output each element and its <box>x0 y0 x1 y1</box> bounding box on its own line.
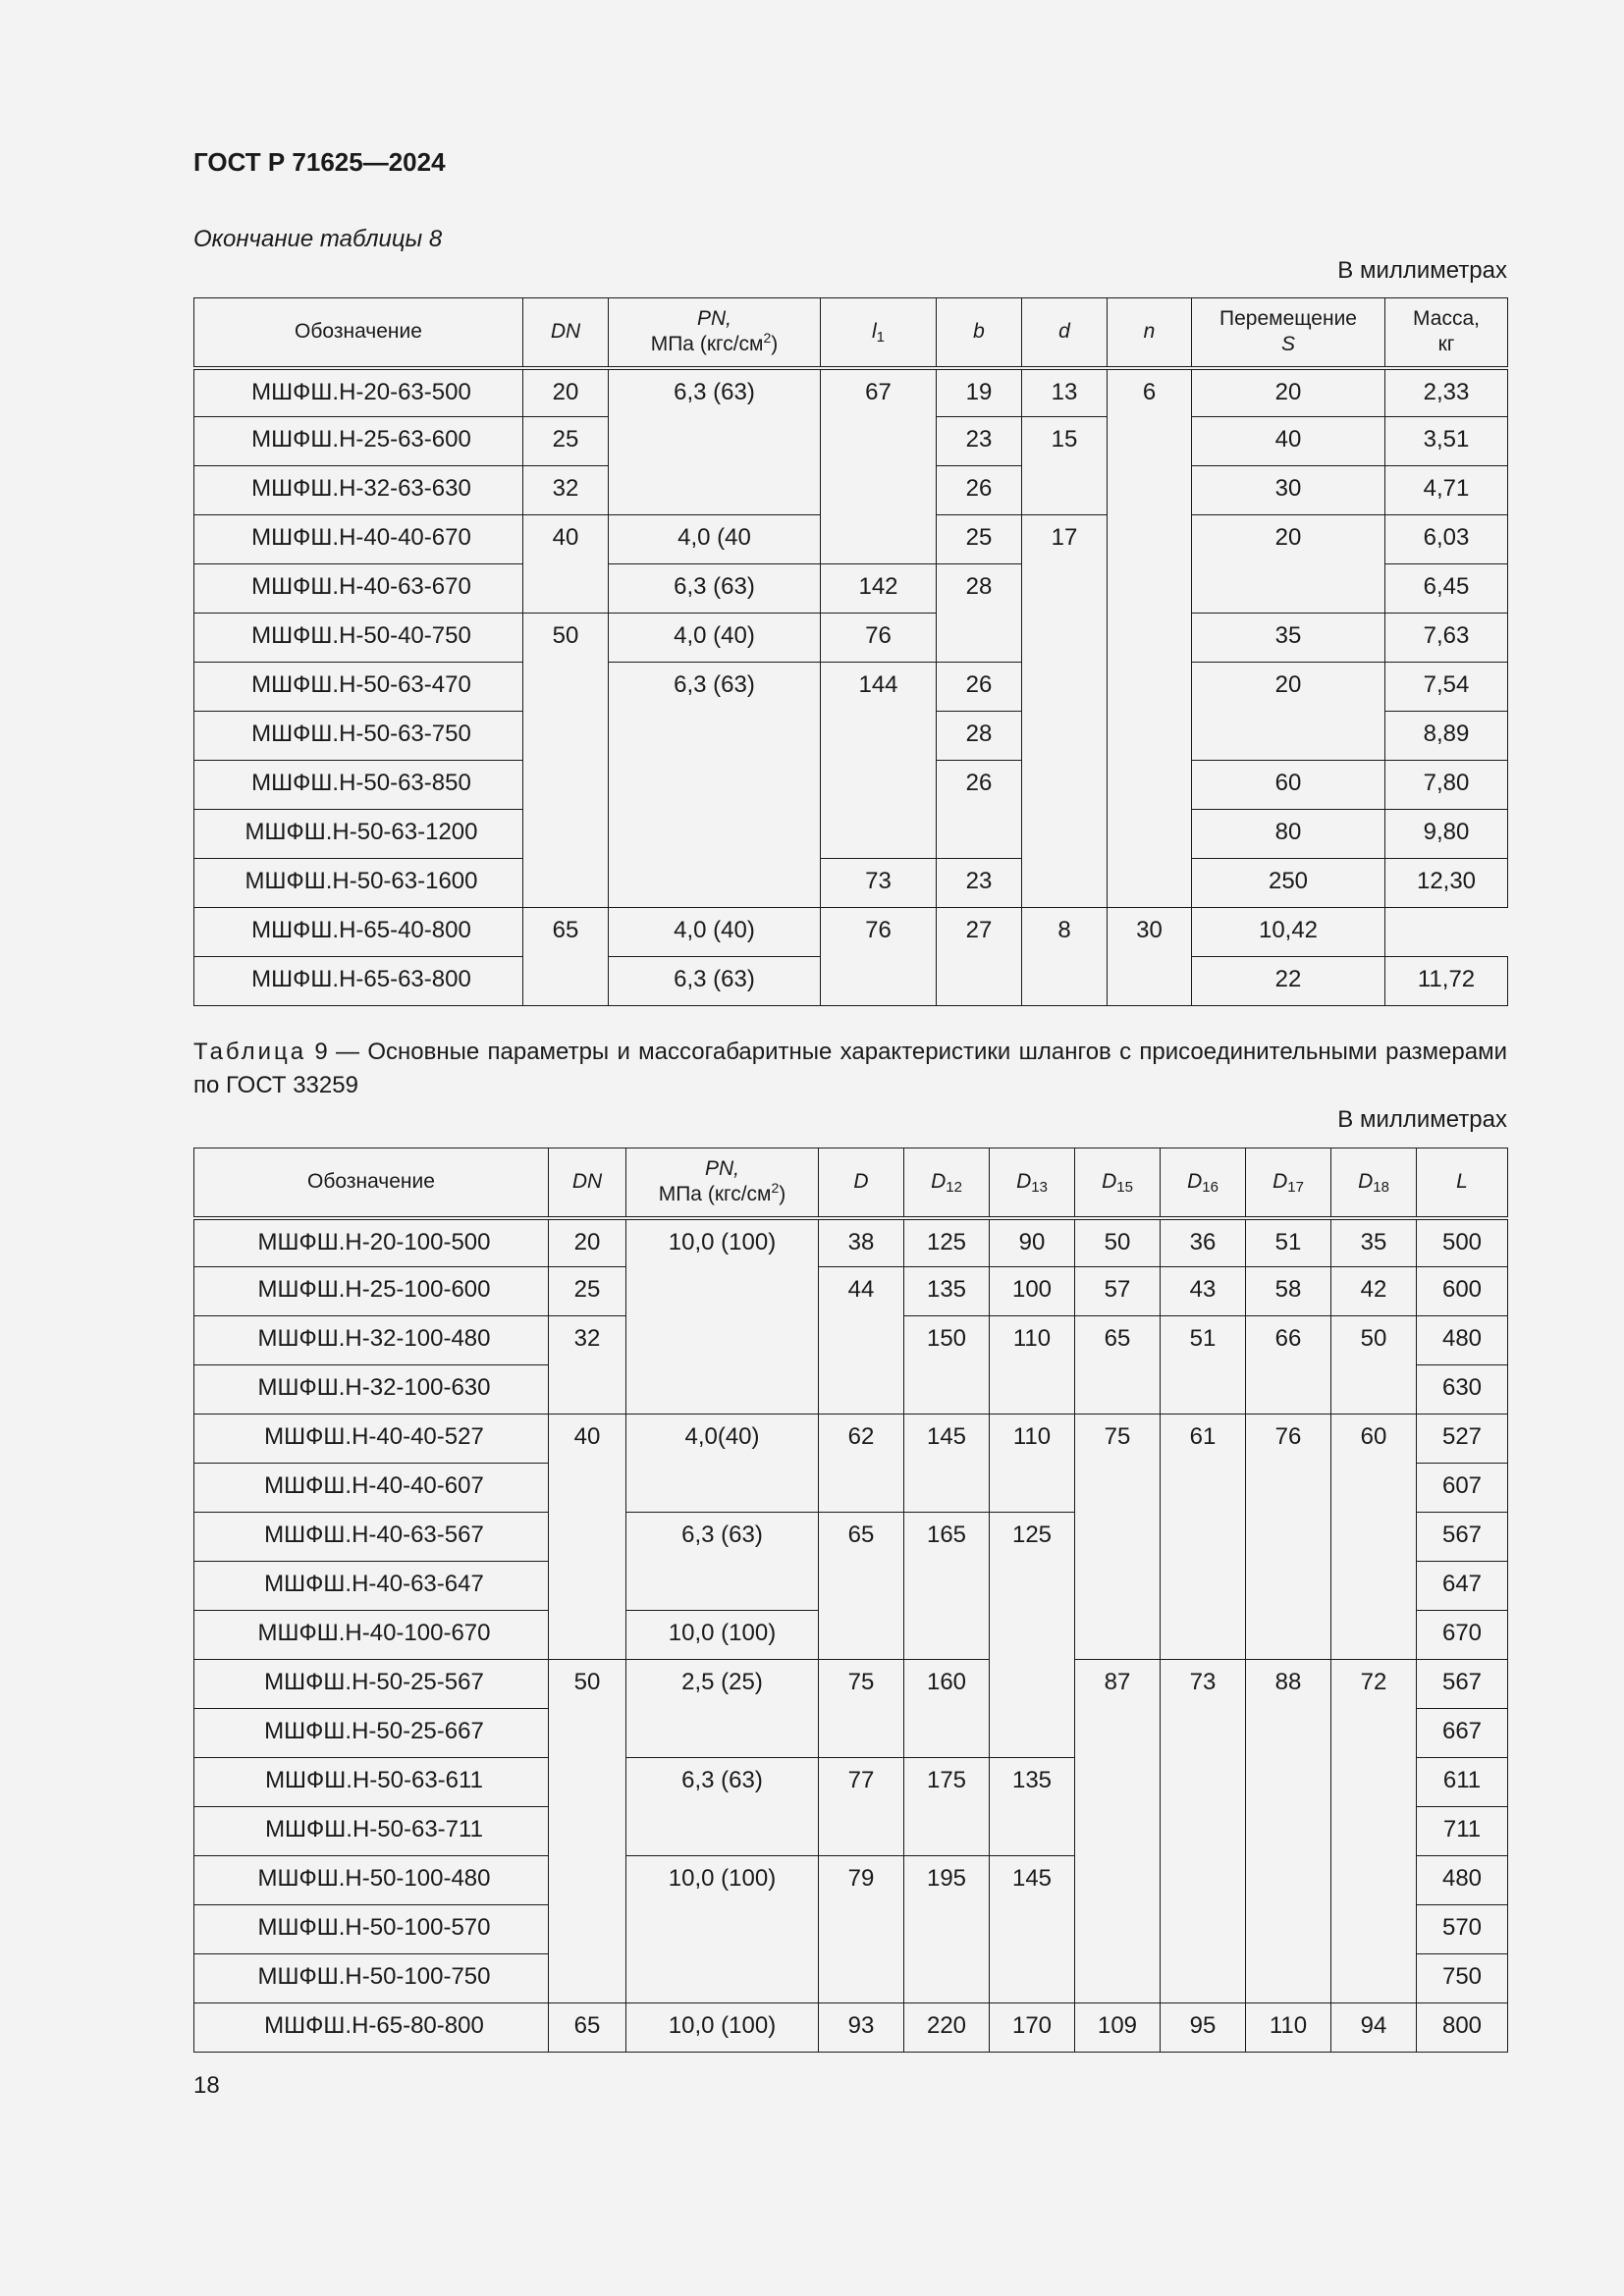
table-row <box>194 2003 1508 2053</box>
cell-D13: 125 <box>990 1513 1075 1758</box>
table8-header-row <box>194 298 1508 368</box>
cell-designation: МШФШ.Н-50-63-611 <box>194 1758 549 1807</box>
table9-caption <box>193 1036 1507 1102</box>
table9-units: В миллиметрах <box>1337 1106 1507 1133</box>
table-continuation-label: Окончание таблицы 8 <box>193 226 443 252</box>
pn-label: PN, <box>696 307 731 331</box>
cell-designation: МШФШ.Н-65-80-800 <box>194 2003 549 2053</box>
cell-displacement: 30 <box>1192 466 1385 515</box>
cell-d: 15 <box>1022 417 1108 515</box>
cell-pn: 6,3 (63) <box>609 663 821 908</box>
cell-mass: 8,89 <box>1385 712 1508 761</box>
cell-D13: 145 <box>990 1856 1075 2003</box>
cell-l1: 76 <box>821 614 937 663</box>
cell-designation: МШФШ.Н-65-63-800 <box>194 957 523 1006</box>
D13-main: D <box>1016 1170 1032 1194</box>
col-header-D17 <box>1246 1148 1331 1218</box>
cell-D16: 51 <box>1161 1316 1246 1415</box>
cell-dn: 25 <box>549 1267 626 1316</box>
cell-D: 44 <box>819 1267 904 1415</box>
document-title: ГОСТ Р 71625—2024 <box>193 147 446 177</box>
col-header-dn: DN <box>549 1148 626 1218</box>
cell-displacement: 40 <box>1192 417 1385 466</box>
mass-label: Масса, <box>1413 307 1480 331</box>
col-header-n: n <box>1108 298 1192 368</box>
D18-main: D <box>1358 1170 1374 1194</box>
cell-D17: 88 <box>1246 1660 1331 2003</box>
cell-D18: 94 <box>1331 2003 1417 2053</box>
D15-sub: 15 <box>1116 1179 1133 1197</box>
col-header-D15 <box>1075 1148 1161 1218</box>
col-header-D13 <box>990 1148 1075 1218</box>
displacement-symbol: S <box>1280 333 1295 356</box>
cell-designation: МШФШ.Н-50-63-1200 <box>194 810 523 859</box>
cell-designation: МШФШ.Н-40-63-647 <box>194 1562 549 1611</box>
cell-dn: 50 <box>523 614 609 908</box>
table-row <box>194 908 1508 957</box>
cell-D13: 135 <box>990 1758 1075 1856</box>
cell-pn: 6,3 (63) <box>609 368 821 515</box>
table-row <box>194 1660 1508 1709</box>
cell-D15: 50 <box>1075 1218 1161 1267</box>
cell-D12: 145 <box>904 1415 990 1513</box>
cell-D18: 35 <box>1331 1218 1417 1267</box>
table-8 <box>193 297 1508 1006</box>
cell-dn: 65 <box>549 2003 626 2053</box>
cell-l1: 73 <box>821 859 937 908</box>
cell-D16: 61 <box>1161 1415 1246 1660</box>
cell-displacement: 60 <box>1192 761 1385 810</box>
cell-dn: 40 <box>549 1415 626 1660</box>
table8-units: В миллиметрах <box>1337 257 1507 284</box>
col-header-L: L <box>1417 1148 1508 1218</box>
cell-pn: 6,3 (63) <box>609 564 821 614</box>
cell-dn: 32 <box>549 1316 626 1415</box>
cell-designation: МШФШ.Н-20-63-500 <box>194 368 523 417</box>
mass-unit: кг <box>1437 333 1455 356</box>
D12-main: D <box>931 1170 947 1194</box>
cell-D13: 100 <box>990 1267 1075 1316</box>
cell-designation: МШФШ.Н-50-63-850 <box>194 761 523 810</box>
cell-dn: 25 <box>523 417 609 466</box>
cell-designation: МШФШ.Н-50-63-711 <box>194 1807 549 1856</box>
cell-D13: 170 <box>990 2003 1075 2053</box>
cell-pn: 10,0 (100) <box>626 1611 819 1660</box>
cell-D12: 165 <box>904 1513 990 1660</box>
cell-l1: 76 <box>821 908 937 1006</box>
cell-displacement: 30 <box>1108 908 1192 1006</box>
D15-main: D <box>1102 1170 1117 1194</box>
col-header-d: d <box>1022 298 1108 368</box>
cell-L: 611 <box>1417 1758 1508 1807</box>
cell-D17: 66 <box>1246 1316 1331 1415</box>
cell-mass: 7,54 <box>1385 663 1508 712</box>
cell-D17: 110 <box>1246 2003 1331 2053</box>
col-header-displacement <box>1192 298 1385 368</box>
l1-main: l <box>871 320 877 344</box>
cell-n: 8 <box>1022 908 1108 1006</box>
table-row <box>194 663 1508 712</box>
cell-b: 19 <box>937 368 1022 417</box>
cell-D18: 72 <box>1331 1660 1417 2003</box>
cell-D17: 51 <box>1246 1218 1331 1267</box>
cell-L: 480 <box>1417 1316 1508 1365</box>
cell-b: 27 <box>937 908 1022 1006</box>
cell-designation: МШФШ.Н-50-25-667 <box>194 1709 549 1758</box>
col-header-dn: DN <box>523 298 609 368</box>
cell-displacement: 20 <box>1192 368 1385 417</box>
col-header-D18 <box>1331 1148 1417 1218</box>
col-header-pn <box>609 298 821 368</box>
cell-b: 26 <box>937 761 1022 859</box>
cell-designation: МШФШ.Н-32-100-480 <box>194 1316 549 1365</box>
D16-main: D <box>1187 1170 1203 1194</box>
cell-L: 670 <box>1417 1611 1508 1660</box>
cell-pn: 4,0(40) <box>626 1415 819 1513</box>
cell-pn: 4,0 (40 <box>609 515 821 564</box>
cell-dn: 50 <box>549 1660 626 2003</box>
cell-designation: МШФШ.Н-25-100-600 <box>194 1267 549 1316</box>
cell-mass: 6,03 <box>1385 515 1508 564</box>
cell-designation: МШФШ.Н-50-100-570 <box>194 1905 549 1954</box>
cell-dn: 20 <box>549 1218 626 1267</box>
cell-displacement: 20 <box>1192 515 1385 614</box>
col-header-D: D <box>819 1148 904 1218</box>
cell-mass: 3,51 <box>1385 417 1508 466</box>
cell-displacement: 80 <box>1192 810 1385 859</box>
cell-designation: МШФШ.Н-50-40-750 <box>194 614 523 663</box>
cell-D18: 42 <box>1331 1267 1417 1316</box>
cell-mass: 11,72 <box>1385 957 1508 1006</box>
table9-header-row <box>194 1148 1508 1218</box>
cell-pn: 10,0 (100) <box>626 2003 819 2053</box>
cell-b: 28 <box>937 564 1022 663</box>
cell-dn: 65 <box>523 908 609 1006</box>
cell-d: 13 <box>1022 368 1108 417</box>
cell-designation: МШФШ.Н-50-25-567 <box>194 1660 549 1709</box>
cell-L: 647 <box>1417 1562 1508 1611</box>
cell-D16: 36 <box>1161 1218 1246 1267</box>
D18-sub: 18 <box>1373 1179 1389 1197</box>
D13-sub: 13 <box>1031 1179 1048 1197</box>
cell-b: 23 <box>937 859 1022 908</box>
table-row <box>194 1415 1508 1464</box>
cell-l1: 67 <box>821 368 937 564</box>
cell-designation: МШФШ.Н-40-40-670 <box>194 515 523 564</box>
cell-D15: 65 <box>1075 1316 1161 1415</box>
cell-mass: 9,80 <box>1385 810 1508 859</box>
cell-n: 6 <box>1108 368 1192 908</box>
cell-D12: 125 <box>904 1218 990 1267</box>
cell-D: 65 <box>819 1513 904 1660</box>
pn-unit-post: ) <box>779 1183 786 1206</box>
col-header-mass <box>1385 298 1508 368</box>
pn-unit-pre: МПа (кгс/см <box>650 333 764 356</box>
table-row <box>194 368 1508 417</box>
cell-D16: 95 <box>1161 2003 1246 2053</box>
table-9 <box>193 1148 1508 2053</box>
table-row <box>194 859 1508 908</box>
cell-designation: МШФШ.Н-40-63-567 <box>194 1513 549 1562</box>
cell-pn: 2,5 (25) <box>626 1660 819 1758</box>
D17-main: D <box>1272 1170 1288 1194</box>
cell-D: 77 <box>819 1758 904 1856</box>
cell-designation: МШФШ.Н-32-100-630 <box>194 1365 549 1415</box>
cell-d: 17 <box>1022 515 1108 908</box>
table-row <box>194 614 1508 663</box>
cell-designation: МШФШ.Н-40-100-670 <box>194 1611 549 1660</box>
cell-b: 23 <box>937 417 1022 466</box>
cell-D17: 58 <box>1246 1267 1331 1316</box>
cell-D12: 175 <box>904 1758 990 1856</box>
D17-sub: 17 <box>1287 1179 1304 1197</box>
col-header-pn <box>626 1148 819 1218</box>
cell-l1: 144 <box>821 663 937 859</box>
cell-b: 25 <box>937 515 1022 564</box>
cell-b: 26 <box>937 466 1022 515</box>
cell-L: 630 <box>1417 1365 1508 1415</box>
table9-caption-label: Таблица <box>193 1039 307 1065</box>
col-header-D16 <box>1161 1148 1246 1218</box>
cell-D: 79 <box>819 1856 904 2003</box>
cell-D13: 110 <box>990 1415 1075 1513</box>
cell-dn: 20 <box>523 368 609 417</box>
cell-D: 38 <box>819 1218 904 1267</box>
cell-D: 62 <box>819 1415 904 1513</box>
cell-pn: 10,0 (100) <box>626 1856 819 2003</box>
cell-displacement: 20 <box>1192 663 1385 761</box>
D12-sub: 12 <box>946 1179 962 1197</box>
cell-D16: 43 <box>1161 1267 1246 1316</box>
col-header-designation: Обозначение <box>194 1148 549 1218</box>
cell-mass: 6,45 <box>1385 564 1508 614</box>
cell-mass: 10,42 <box>1192 908 1385 957</box>
cell-L: 600 <box>1417 1267 1508 1316</box>
cell-D17: 76 <box>1246 1415 1331 1660</box>
displacement-label: Перемещение <box>1219 307 1357 331</box>
cell-designation: МШФШ.Н-65-40-800 <box>194 908 523 957</box>
cell-D12: 220 <box>904 2003 990 2053</box>
cell-mass: 2,33 <box>1385 368 1508 417</box>
pn-unit-sup: 2 <box>763 330 772 347</box>
col-header-l1 <box>821 298 937 368</box>
cell-designation: МШФШ.Н-40-40-527 <box>194 1415 549 1464</box>
cell-L: 527 <box>1417 1415 1508 1464</box>
cell-D12: 160 <box>904 1660 990 1758</box>
cell-D12: 135 <box>904 1267 990 1316</box>
pn-unit-post: ) <box>771 333 779 356</box>
cell-L: 607 <box>1417 1464 1508 1513</box>
cell-D12: 195 <box>904 1856 990 2003</box>
cell-pn: 6,3 (63) <box>626 1513 819 1611</box>
cell-b: 28 <box>937 712 1022 761</box>
cell-L: 800 <box>1417 2003 1508 2053</box>
cell-L: 750 <box>1417 1954 1508 2003</box>
cell-pn: 6,3 (63) <box>609 957 821 1006</box>
cell-mass: 7,80 <box>1385 761 1508 810</box>
cell-pn: 4,0 (40) <box>609 908 821 957</box>
cell-b: 26 <box>937 663 1022 712</box>
cell-D18: 50 <box>1331 1316 1417 1415</box>
cell-designation: МШФШ.Н-50-63-750 <box>194 712 523 761</box>
col-header-b: b <box>937 298 1022 368</box>
page-number: 18 <box>193 2072 220 2099</box>
cell-D: 93 <box>819 2003 904 2053</box>
D16-sub: 16 <box>1202 1179 1218 1197</box>
cell-pn: 6,3 (63) <box>626 1758 819 1856</box>
cell-D15: 87 <box>1075 1660 1161 2003</box>
cell-D13: 110 <box>990 1316 1075 1415</box>
cell-mass: 7,63 <box>1385 614 1508 663</box>
cell-displacement: 35 <box>1192 614 1385 663</box>
cell-designation: МШФШ.Н-32-63-630 <box>194 466 523 515</box>
cell-L: 567 <box>1417 1660 1508 1709</box>
cell-designation: МШФШ.Н-40-40-607 <box>194 1464 549 1513</box>
cell-L: 567 <box>1417 1513 1508 1562</box>
cell-D15: 75 <box>1075 1415 1161 1660</box>
cell-designation: МШФШ.Н-25-63-600 <box>194 417 523 466</box>
pn-unit-sup: 2 <box>771 1180 780 1197</box>
l1-sub: 1 <box>876 329 885 347</box>
cell-designation: МШФШ.Н-50-63-1600 <box>194 859 523 908</box>
cell-mass: 12,30 <box>1385 859 1508 908</box>
table-row <box>194 1218 1508 1267</box>
cell-L: 570 <box>1417 1905 1508 1954</box>
cell-D16: 73 <box>1161 1660 1246 2003</box>
cell-D13: 90 <box>990 1218 1075 1267</box>
cell-D15: 109 <box>1075 2003 1161 2053</box>
cell-D: 75 <box>819 1660 904 1758</box>
cell-L: 711 <box>1417 1807 1508 1856</box>
cell-designation: МШФШ.Н-50-100-480 <box>194 1856 549 1905</box>
cell-D12: 150 <box>904 1316 990 1415</box>
pn-unit-pre: МПа (кгс/см <box>658 1183 772 1206</box>
cell-L: 667 <box>1417 1709 1508 1758</box>
cell-designation: МШФШ.Н-40-63-670 <box>194 564 523 614</box>
cell-designation: МШФШ.Н-50-100-750 <box>194 1954 549 2003</box>
col-header-D12 <box>904 1148 990 1218</box>
cell-displacement: 250 <box>1192 859 1385 908</box>
table-row <box>194 1267 1508 1316</box>
cell-designation: МШФШ.Н-20-100-500 <box>194 1218 549 1267</box>
cell-D15: 57 <box>1075 1267 1161 1316</box>
cell-d: 22 <box>1192 957 1385 1006</box>
cell-L: 480 <box>1417 1856 1508 1905</box>
cell-pn: 4,0 (40) <box>609 614 821 663</box>
cell-mass: 4,71 <box>1385 466 1508 515</box>
table9-caption-text: 9 — Основные параметры и массогабаритные характеристики шлангов с присоединительными размерами по ГОСТ 33259 <box>193 1039 1507 1098</box>
pn-label: PN, <box>704 1157 739 1181</box>
cell-dn: 40 <box>523 515 609 614</box>
cell-D18: 60 <box>1331 1415 1417 1660</box>
cell-l1: 142 <box>821 564 937 614</box>
cell-L: 500 <box>1417 1218 1508 1267</box>
cell-dn: 32 <box>523 466 609 515</box>
col-header-designation: Обозначение <box>194 298 523 368</box>
cell-pn: 10,0 (100) <box>626 1218 819 1415</box>
cell-designation: МШФШ.Н-50-63-470 <box>194 663 523 712</box>
